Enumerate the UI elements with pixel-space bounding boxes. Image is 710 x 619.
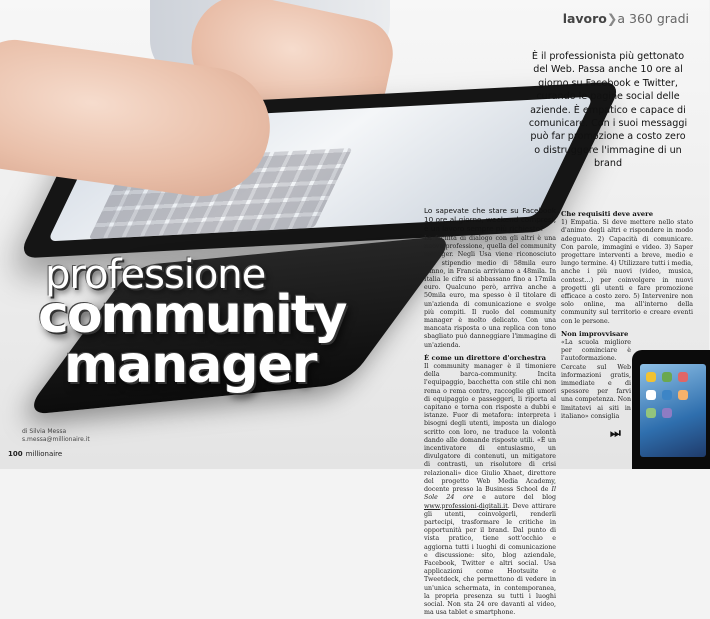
article-heading-1: È come un direttore d'orchestra bbox=[424, 353, 546, 362]
app-icon bbox=[662, 372, 672, 382]
section-name: lavoro bbox=[562, 11, 607, 26]
section-header bbox=[563, 11, 689, 26]
article-paragraph-3: 1) Empatia. Si deve mettere nello stato d'animo degli altri e rispondere in modo adeguato. 2) Capacità di comunicare. Con parole, immagini e video. 3) Saper progettare interventi a breve, medio e lungo termine. 4) Utilizzare tutti i media, anche i più nuovi (video, musica, contest…) per coinvolgere in nuovi progetti gli utenti e fare promozione efficace a costo zero. 5) Intervenire non solo online, ma all'interno della community sul territorio e creare eventi con le persone. bbox=[561, 219, 693, 325]
chevron-right-icon: ❯ bbox=[606, 11, 618, 26]
app-icon bbox=[678, 372, 688, 382]
article-paragraph-2: Il community manager è il timoniere della barca-community. Incita l'equipaggio, bacchetta con stile chi non rema o rema contro, raccoglie gli umori di equipaggio e passeggeri, li riporta al capitano e torna con risposte a dubbi e istanze. Fuor di metafora: interpreta i bisogni degli utenti, imposta un dialogo scritto con loro, ne traduce la volontà dando alle domande risposte utili. «È un incentivatore di entusiasmo, un divulgatore di contenuti, un mitigatore di contrasti, un risolutore di crisi relazionali» dice Giulio Xhaet, direttore del progetto Web Media Academy, docente presso la Business School de Il Sole 24 ore e autore del blog www.professioni-digitali.it. Deve attirare gli utenti, coinvolgerli, renderli partecipi, trasformare le critiche in opportunità per il brand. Dal punto di vista pratico, tiene sott'occhio e aggiorna tutti i luoghi di comunicazione e discussione: sito, blog aziendale, Facebook, Twitter e altri social. Usa applicazioni come Hootsuite e Tweetdeck, che permettono di vedere in un'unica schermata, in contemporanea, la propria presenza su tutti i luoghi social. Non sta 24 ore davanti al video, ma usa tablet e smartphone. bbox=[424, 363, 556, 617]
byline-author: di Silvia Messa bbox=[22, 428, 67, 435]
page-number: 100 bbox=[8, 450, 23, 458]
app-icon bbox=[646, 390, 656, 400]
intro-deck: È il professionista più gettonato del Web. Passa anche 10 ore al giorno su Facebook e Twitter, curando le pagine social delle aziende. È empatico e capace di comunicare. Con i suoi messaggi può far promozione a costo zero o distruggere l'immagine di un brand bbox=[528, 51, 688, 170]
article-heading-3: Non improvvisare bbox=[561, 329, 629, 338]
app-icon bbox=[662, 408, 672, 418]
title-line-3: manager bbox=[64, 335, 317, 395]
article-lead: Lo sapevate che stare su Facebook 10 ore al giorno, weekend compresi, è un lavoro sempre più richiesto? bbox=[424, 206, 556, 233]
article-paragraph-4: «La scuola migliore per cominciare è l'autoformazione. Cercate sul Web informazioni gratis, immediate e di spessore per farvi una competenza. Non limitatevi ai siti in italiano» consiglia bbox=[561, 339, 631, 420]
app-icon bbox=[646, 408, 656, 418]
title-line-1: professione bbox=[45, 252, 266, 298]
next-page-icon: ⏭ bbox=[610, 426, 621, 440]
folio bbox=[8, 450, 62, 458]
magazine-name: millionaire bbox=[25, 450, 63, 458]
title-line-2: community bbox=[38, 285, 346, 345]
smartphone-photo bbox=[632, 350, 710, 469]
smartphone-screen bbox=[640, 364, 706, 457]
byline bbox=[22, 428, 90, 444]
byline-email: s.messa@millionaire.it bbox=[22, 436, 90, 443]
article-column-1 bbox=[424, 206, 556, 619]
article-heading-2: Che requisiti deve avere bbox=[561, 210, 654, 218]
app-icon bbox=[662, 390, 672, 400]
app-icon bbox=[646, 372, 656, 382]
article-paragraph-2-tail: . Deve attirare gli utenti, coinvolgerli, renderli partecipi, trasformare le critiche in opportunità per il brand. Dal punto di vista pratico, tiene sott'occhio e aggiorna tutti i luoghi di comunicazione e discussione: sito, blog aziendale, Facebook, Twitter e altri social. Usa applicazioni come Hootsuite e Tweetdeck, che permettono di vedere in un'unica schermata, in contemporanea, la propria presenza su tutti i luoghi social. Non sta 24 ore davanti al video, ma usa tablet e smartphone. bbox=[424, 502, 556, 617]
article-paragraph-1: La facilità di dialogo con gli altri è una nuova professione, quella del community manager. Negli Usa viene riconosciuto uno stipendio medio di 58mila euro l'anno, in Francia arriviamo a 48mila. In Italia le cifre si abbassano fino a 17mila euro. Qualcuno però, arriva anche a 50mila euro, ma spesso è il titolare di un'azienda di comunicazione e svolge più compiti. Il ruolo del community manager è molto delicato. Con una mancata risposta o una replica con tono sbagliato può danneggiare l'immagine di un'azienda. bbox=[424, 235, 556, 349]
subsection-name: a 360 gradi bbox=[617, 11, 689, 26]
app-icon bbox=[678, 390, 688, 400]
blog-link[interactable]: www.professioni-digitali.it bbox=[424, 502, 508, 510]
